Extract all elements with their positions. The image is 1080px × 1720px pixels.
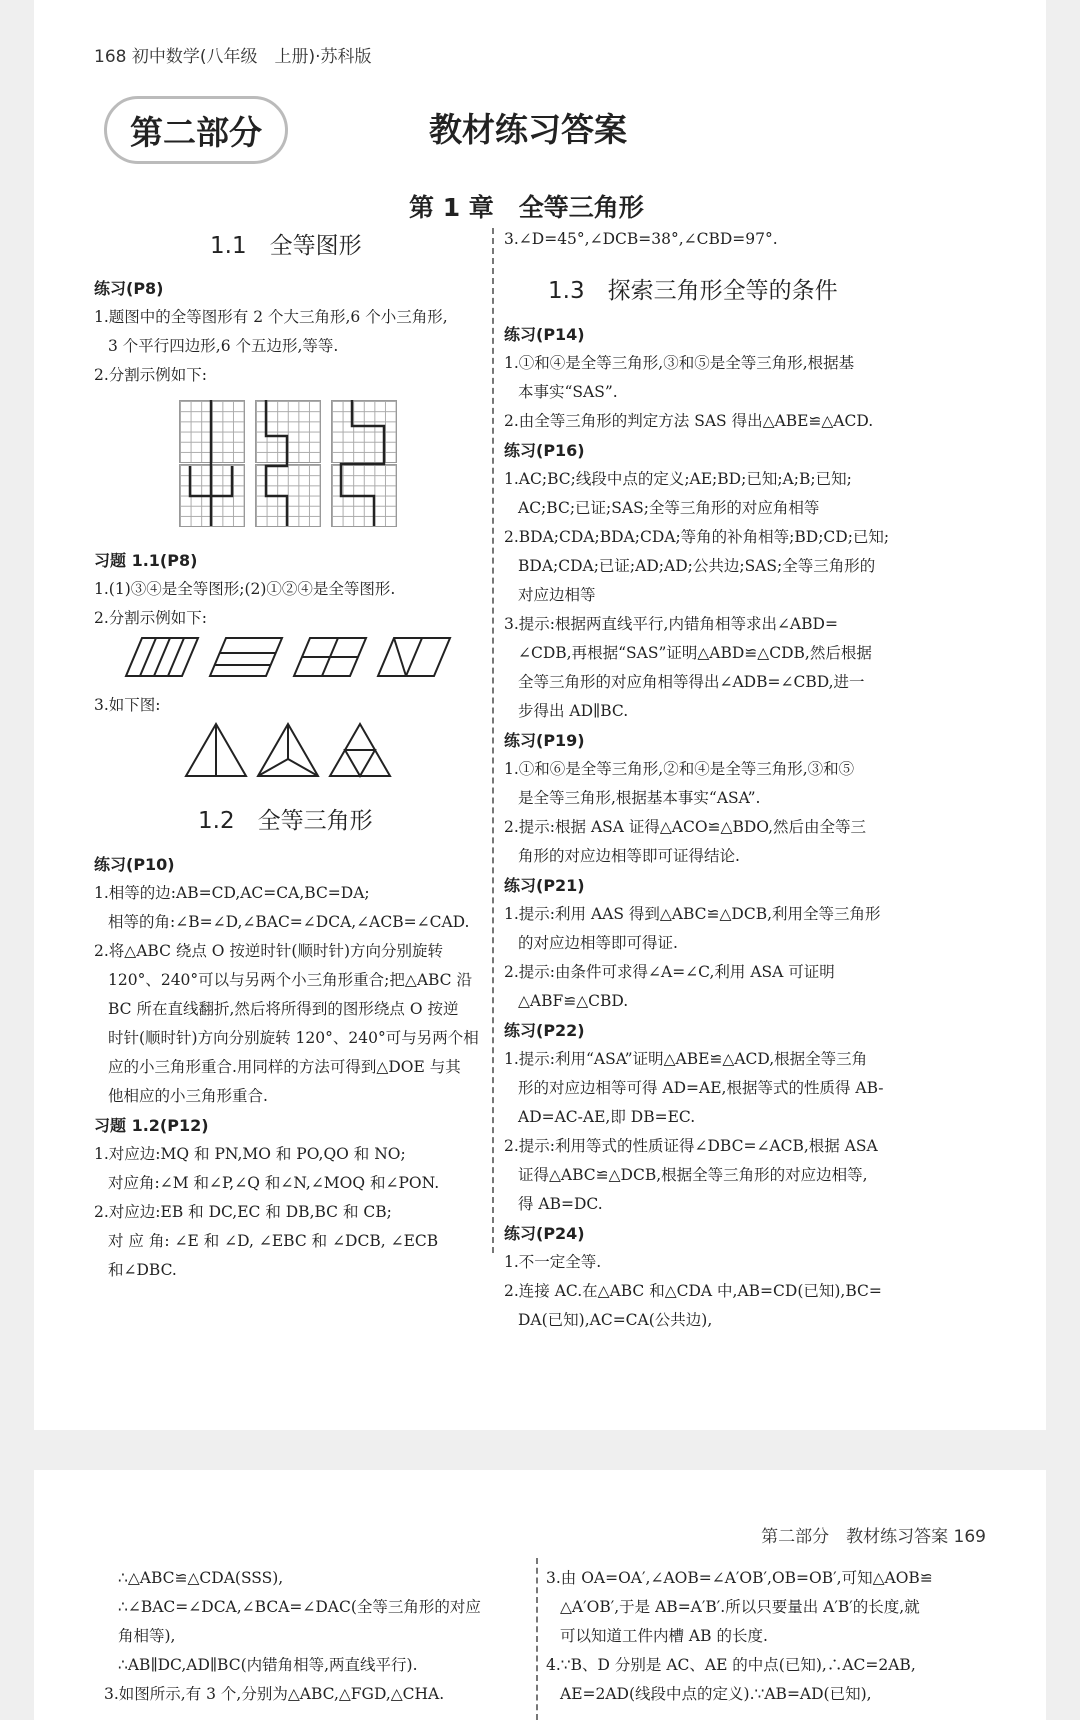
answer-line: 本事实“SAS”. xyxy=(518,383,618,401)
right-column xyxy=(546,1564,1006,1709)
answer-line: 可以知道工件内槽 AB 的长度. xyxy=(560,1627,768,1645)
exercise-heading: 练习(P14) xyxy=(504,325,585,344)
exercise-heading: 练习(P16) xyxy=(504,441,585,460)
section-1-1-title: 1.1 全等图形 xyxy=(210,233,362,259)
page-header: 第二部分 教材练习答案 169 xyxy=(761,1527,986,1547)
answer-line: 1.(1)③④是全等图形;(2)①②④是全等图形. xyxy=(94,580,396,598)
left-column-hw11 xyxy=(94,546,484,633)
right-column-top xyxy=(504,225,1004,254)
answer-line: 1.对应边:MQ 和 PN,MO 和 PO,QO 和 NO; xyxy=(94,1145,406,1163)
answer-line: 3.由 OA=OA′,∠AOB=∠A′OB′,OB=OB′,可知△AOB≌ xyxy=(546,1569,933,1587)
answer-line: 2.提示:利用等式的性质证得∠DBC=∠ACB,根据 ASA xyxy=(504,1137,878,1155)
page-header: 168 初中数学(八年级 上册)·苏科版 xyxy=(94,47,372,67)
answer-line: 120°、240°可以与另两个小三角形重合;把△ABC 沿 xyxy=(108,971,472,989)
answer-line: △ABF≌△CBD. xyxy=(518,992,629,1010)
answer-line: 2.对应边:EB 和 DC,EC 和 DB,BC 和 CB; xyxy=(94,1203,392,1221)
answer-line: 1.不一定全等. xyxy=(504,1253,602,1271)
answer-line: 相等的角:∠B=∠D,∠BAC=∠DCA,∠ACB=∠CAD. xyxy=(108,913,470,931)
column-divider xyxy=(536,1558,538,1720)
exercise-heading: 练习(P22) xyxy=(504,1021,585,1040)
part-label: 第二部分 xyxy=(104,96,288,164)
page-title: 教材练习答案 xyxy=(429,110,627,149)
answer-line: 的对应边相等即可得证. xyxy=(518,934,678,952)
answer-line: 2.连接 AC.在△ABC 和△CDA 中,AB=CD(已知),BC= xyxy=(504,1282,882,1300)
answer-line: BC 所在直线翻折,然后将所得到的图形绕点 O 按逆 xyxy=(108,1000,459,1018)
answer-line: ∴∠BAC=∠DCA,∠BCA=∠DAC(全等三角形的对应 xyxy=(118,1598,481,1616)
answer-line: 3.提示:根据两直线平行,内错角相等求出∠ABD= xyxy=(504,615,838,633)
answer-line: ∠CDB,再根据“SAS”证明△ABD≌△CDB,然后根据 xyxy=(518,644,872,662)
exercise-heading: 习题 1.2(P12) xyxy=(94,1116,209,1135)
answer-line: DA(已知),AC=CA(公共边), xyxy=(518,1311,713,1329)
answer-line: △A′OB′,于是 AB=A′B′.所以只要量出 A′B′的长度,就 xyxy=(560,1598,920,1616)
exercise-heading: 练习(P24) xyxy=(504,1224,585,1243)
page-169 xyxy=(34,1470,1046,1720)
answer-line: 3.∠D=45°,∠DCB=38°,∠CBD=97°. xyxy=(504,230,778,248)
answer-line: 3.如图所示,有 3 个,分别为△ABC,△FGD,△CHA. xyxy=(104,1685,445,1703)
answer-line: 2.提示:由条件可求得∠A=∠C,利用 ASA 可证明 xyxy=(504,963,835,981)
answer-line: 1.提示:利用“ASA”证明△ABE≌△ACD,根据全等三角 xyxy=(504,1050,868,1068)
exercise-heading: 练习(P8) xyxy=(94,279,164,298)
answer-line: 证得△ABC≌△DCB,根据全等三角形的对应边相等, xyxy=(518,1166,868,1184)
answer-line: 角相等), xyxy=(118,1627,176,1645)
answer-line: AE=2AD(线段中点的定义).∵AB=AD(已知), xyxy=(560,1685,872,1703)
answer-line: AD=AC-AE,即 DB=EC. xyxy=(518,1108,696,1126)
answer-line: 1.相等的边:AB=CD,AC=CA,BC=DA; xyxy=(94,884,370,902)
answer-line: 1.AC;BC;线段中点的定义;AE;BD;已知;A;B;已知; xyxy=(504,470,852,488)
answer-line: 2.分割示例如下: xyxy=(94,609,208,627)
answer-line: 全等三角形的对应角相等得出∠ADB=∠CBD,进一 xyxy=(518,673,865,691)
answer-line: 2.提示:根据 ASA 证得△ACO≌△BDO,然后由全等三 xyxy=(504,818,867,836)
answer-line: 2.BDA;CDA;BDA;CDA;等角的补角相等;BD;CD;已知; xyxy=(504,528,890,546)
exercise-heading: 习题 1.1(P8) xyxy=(94,551,198,570)
answer-line: BDA;CDA;已证;AD;AD;公共边;SAS;全等三角形的 xyxy=(518,557,876,575)
column-divider xyxy=(492,228,494,1253)
answer-line: 对应边相等 xyxy=(518,586,596,604)
exercise-heading: 练习(P19) xyxy=(504,731,585,750)
answer-line: 1.①和④是全等三角形,③和⑤是全等三角形,根据基 xyxy=(504,354,855,372)
answer-line: ∴△ABC≌△CDA(SSS), xyxy=(118,1569,284,1587)
answer-line: 1.①和⑥是全等三角形,②和④是全等三角形,③和⑤ xyxy=(504,760,855,778)
answer-line: 2.由全等三角形的判定方法 SAS 得出△ABE≌△ACD. xyxy=(504,412,874,430)
exercise-heading: 练习(P10) xyxy=(94,855,175,874)
answer-line: 1.题图中的全等图形有 2 个大三角形,6 个小三角形, xyxy=(94,308,448,326)
left-column-bottom xyxy=(94,850,486,1285)
answer-line: 得 AB=DC. xyxy=(518,1195,603,1213)
answer-line: 1.提示:利用 AAS 得到△ABC≌△DCB,利用全等三角形 xyxy=(504,905,881,923)
answer-line: 他相应的小三角形重合. xyxy=(108,1087,268,1105)
answer-line: 应的小三角形重合.用同样的方法可得到△DOE 与其 xyxy=(108,1058,461,1076)
answer-line: 时针(顺时针)方向分别旋转 120°、240°可与另两个相 xyxy=(108,1029,479,1047)
answer-line: 3.如下图: xyxy=(94,696,161,714)
answer-line: AC;BC;已证;SAS;全等三角形的对应角相等 xyxy=(518,499,820,517)
left-column-hw11-3 xyxy=(94,691,484,720)
answer-line: 4.∵B、D 分别是 AC、AE 的中点(已知),∴AC=2AB, xyxy=(546,1656,916,1674)
right-column xyxy=(504,320,1004,1335)
answer-line: 2.分割示例如下: xyxy=(94,366,208,384)
answer-line: 对应角:∠M 和∠P,∠Q 和∠N,∠MOQ 和∠PON. xyxy=(108,1174,440,1192)
section-1-3-title: 1.3 探索三角形全等的条件 xyxy=(548,278,838,304)
answer-line: 角形的对应边相等即可证得结论. xyxy=(518,847,740,865)
exercise-heading: 练习(P21) xyxy=(504,876,585,895)
answer-line: 2.将△ABC 绕点 O 按逆时针(顺时针)方向分别旋转 xyxy=(94,942,444,960)
answer-line: 形的对应边相等可得 AD=AE,根据等式的性质得 AB- xyxy=(518,1079,884,1097)
parallelogram-division-figure xyxy=(112,636,462,680)
answer-line: 和∠DBC. xyxy=(108,1261,177,1279)
triangle-division-figure xyxy=(184,721,394,779)
answer-line: 3 个平行四边形,6 个五边形,等等. xyxy=(108,337,339,355)
answer-line: 对 应 角: ∠E 和 ∠D, ∠EBC 和 ∠DCB, ∠ECB xyxy=(108,1232,439,1250)
answer-line: 是全等三角形,根据基本事实“ASA”. xyxy=(518,789,761,807)
page-168 xyxy=(34,0,1046,1430)
answer-line: ∴AB∥DC,AD∥BC(内错角相等,两直线平行). xyxy=(118,1656,418,1674)
left-column xyxy=(104,1564,529,1709)
section-1-2-title: 1.2 全等三角形 xyxy=(198,808,373,834)
chapter-title: 第 1 章 全等三角形 xyxy=(409,193,644,222)
answer-line: 步得出 AD∥BC. xyxy=(518,702,629,720)
left-column-top xyxy=(94,274,484,390)
